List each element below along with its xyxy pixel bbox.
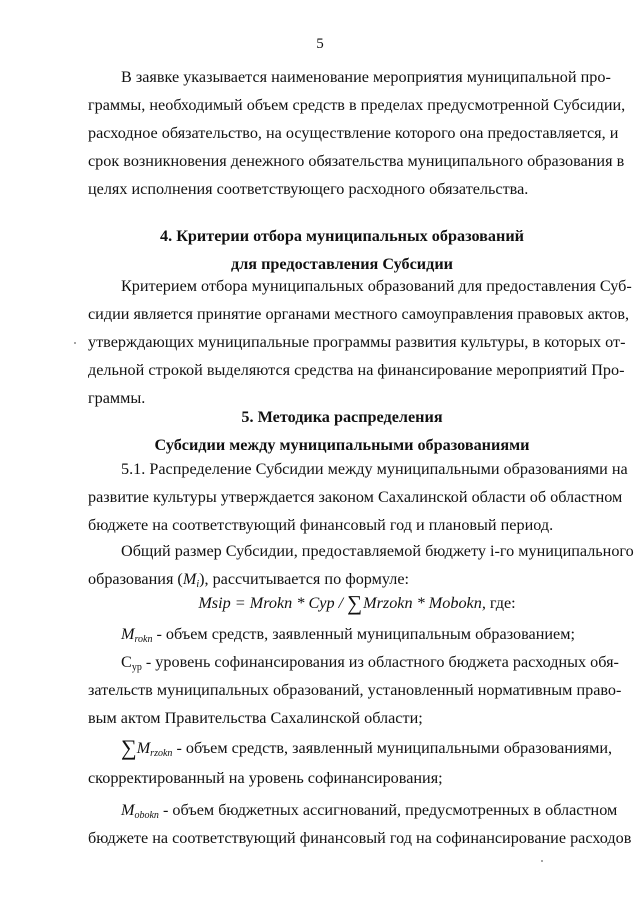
- text-line: скорректированный на уровень софинансирования;: [88, 769, 443, 787]
- text-line: зательств муниципальных образований, установленный нормативным право-: [88, 681, 622, 699]
- definition-mobokn: $M_{obokn}$ - объем бюджетных ассигнований, предусмотренных в областном: [121, 801, 618, 821]
- text-line: развитие культуры утверждается законом Сахалинской области об областном: [88, 488, 623, 506]
- scan-speck: [74, 342, 76, 344]
- sum-symbol: ∑: [347, 591, 363, 615]
- text-line: бюджете на соответствующий финансовый год на софинансирование расходов: [88, 829, 632, 847]
- definition-cyp: $С_{ур}$ - уровень софинансирования из областного бюджета расходных обя-: [121, 653, 619, 673]
- definitions: [88, 620, 632, 852]
- text-line: сидии является принятие органами местного самоуправления правовых актов,: [88, 305, 630, 323]
- paragraph-total-size: [88, 537, 634, 593]
- text-line: В заявке указывается наименование мероприятия муниципальной про-: [121, 68, 611, 86]
- sum-symbol: ∑: [121, 735, 137, 760]
- definition-mrokn: $M_{rokn}$ - объем средств, заявленный муниципальным образованием;: [121, 625, 575, 645]
- text-line: бюджете на соответствующий финансовый год и плановый период.: [88, 516, 554, 534]
- page-number: 5: [316, 36, 324, 52]
- section-heading-5: [88, 403, 596, 459]
- text-line: вым актом Правительства Сахалинской области;: [88, 709, 423, 727]
- text-line: образования $(M_i)$, рассчитывается по формуле:: [88, 570, 410, 590]
- text-line: расходное обязательство, на осуществление которого она предоставляется, и: [88, 124, 619, 142]
- formula: [88, 588, 596, 618]
- text-line: срок возникновения денежного обязательства муниципального образования в: [88, 152, 625, 170]
- text-line: утверждающих муниципальные программы развития культуры, в которых от-: [88, 333, 626, 351]
- heading-line: 4. Критерии отбора муниципальных образований: [160, 227, 524, 245]
- definition-sum-mrzokn: $\sum M_{rzokn}$ - объем средств, заявленный муниципальными образованиями,: [121, 735, 613, 760]
- text-line: дельной строкой выделяются средства на финансирование мероприятий Про-: [88, 361, 625, 379]
- paragraph-application: [88, 63, 626, 203]
- text-line: граммы, необходимый объем средств в пределах предусмотренной Субсидии,: [88, 96, 626, 114]
- text-line: 5.1. Распределение Субсидии между муниципальными образованиями на: [121, 460, 628, 478]
- text-line: целях исполнения соответствующего расходного обязательства.: [88, 180, 529, 198]
- heading-line: для предоставления Субсидии: [231, 255, 453, 273]
- heading-line: Субсидии между муниципальными образованиями: [154, 436, 530, 454]
- paragraph-criteria: [88, 272, 632, 412]
- heading-line: 5. Методика распределения: [241, 408, 443, 426]
- formula-line: Msip = Mrokn * Cyp / ∑Mrzokn * Mobokn, где:: [198, 591, 516, 615]
- text-line: Общий размер Субсидии, предоставляемой бюджету i-го муниципального: [121, 542, 634, 560]
- text-line: Критерием отбора муниципальных образований для предоставления Суб-: [121, 277, 632, 295]
- scan-speck: [541, 860, 543, 862]
- paragraph-distribution: [88, 455, 628, 539]
- text-line: граммы.: [88, 389, 146, 407]
- section-heading-4: [88, 222, 596, 278]
